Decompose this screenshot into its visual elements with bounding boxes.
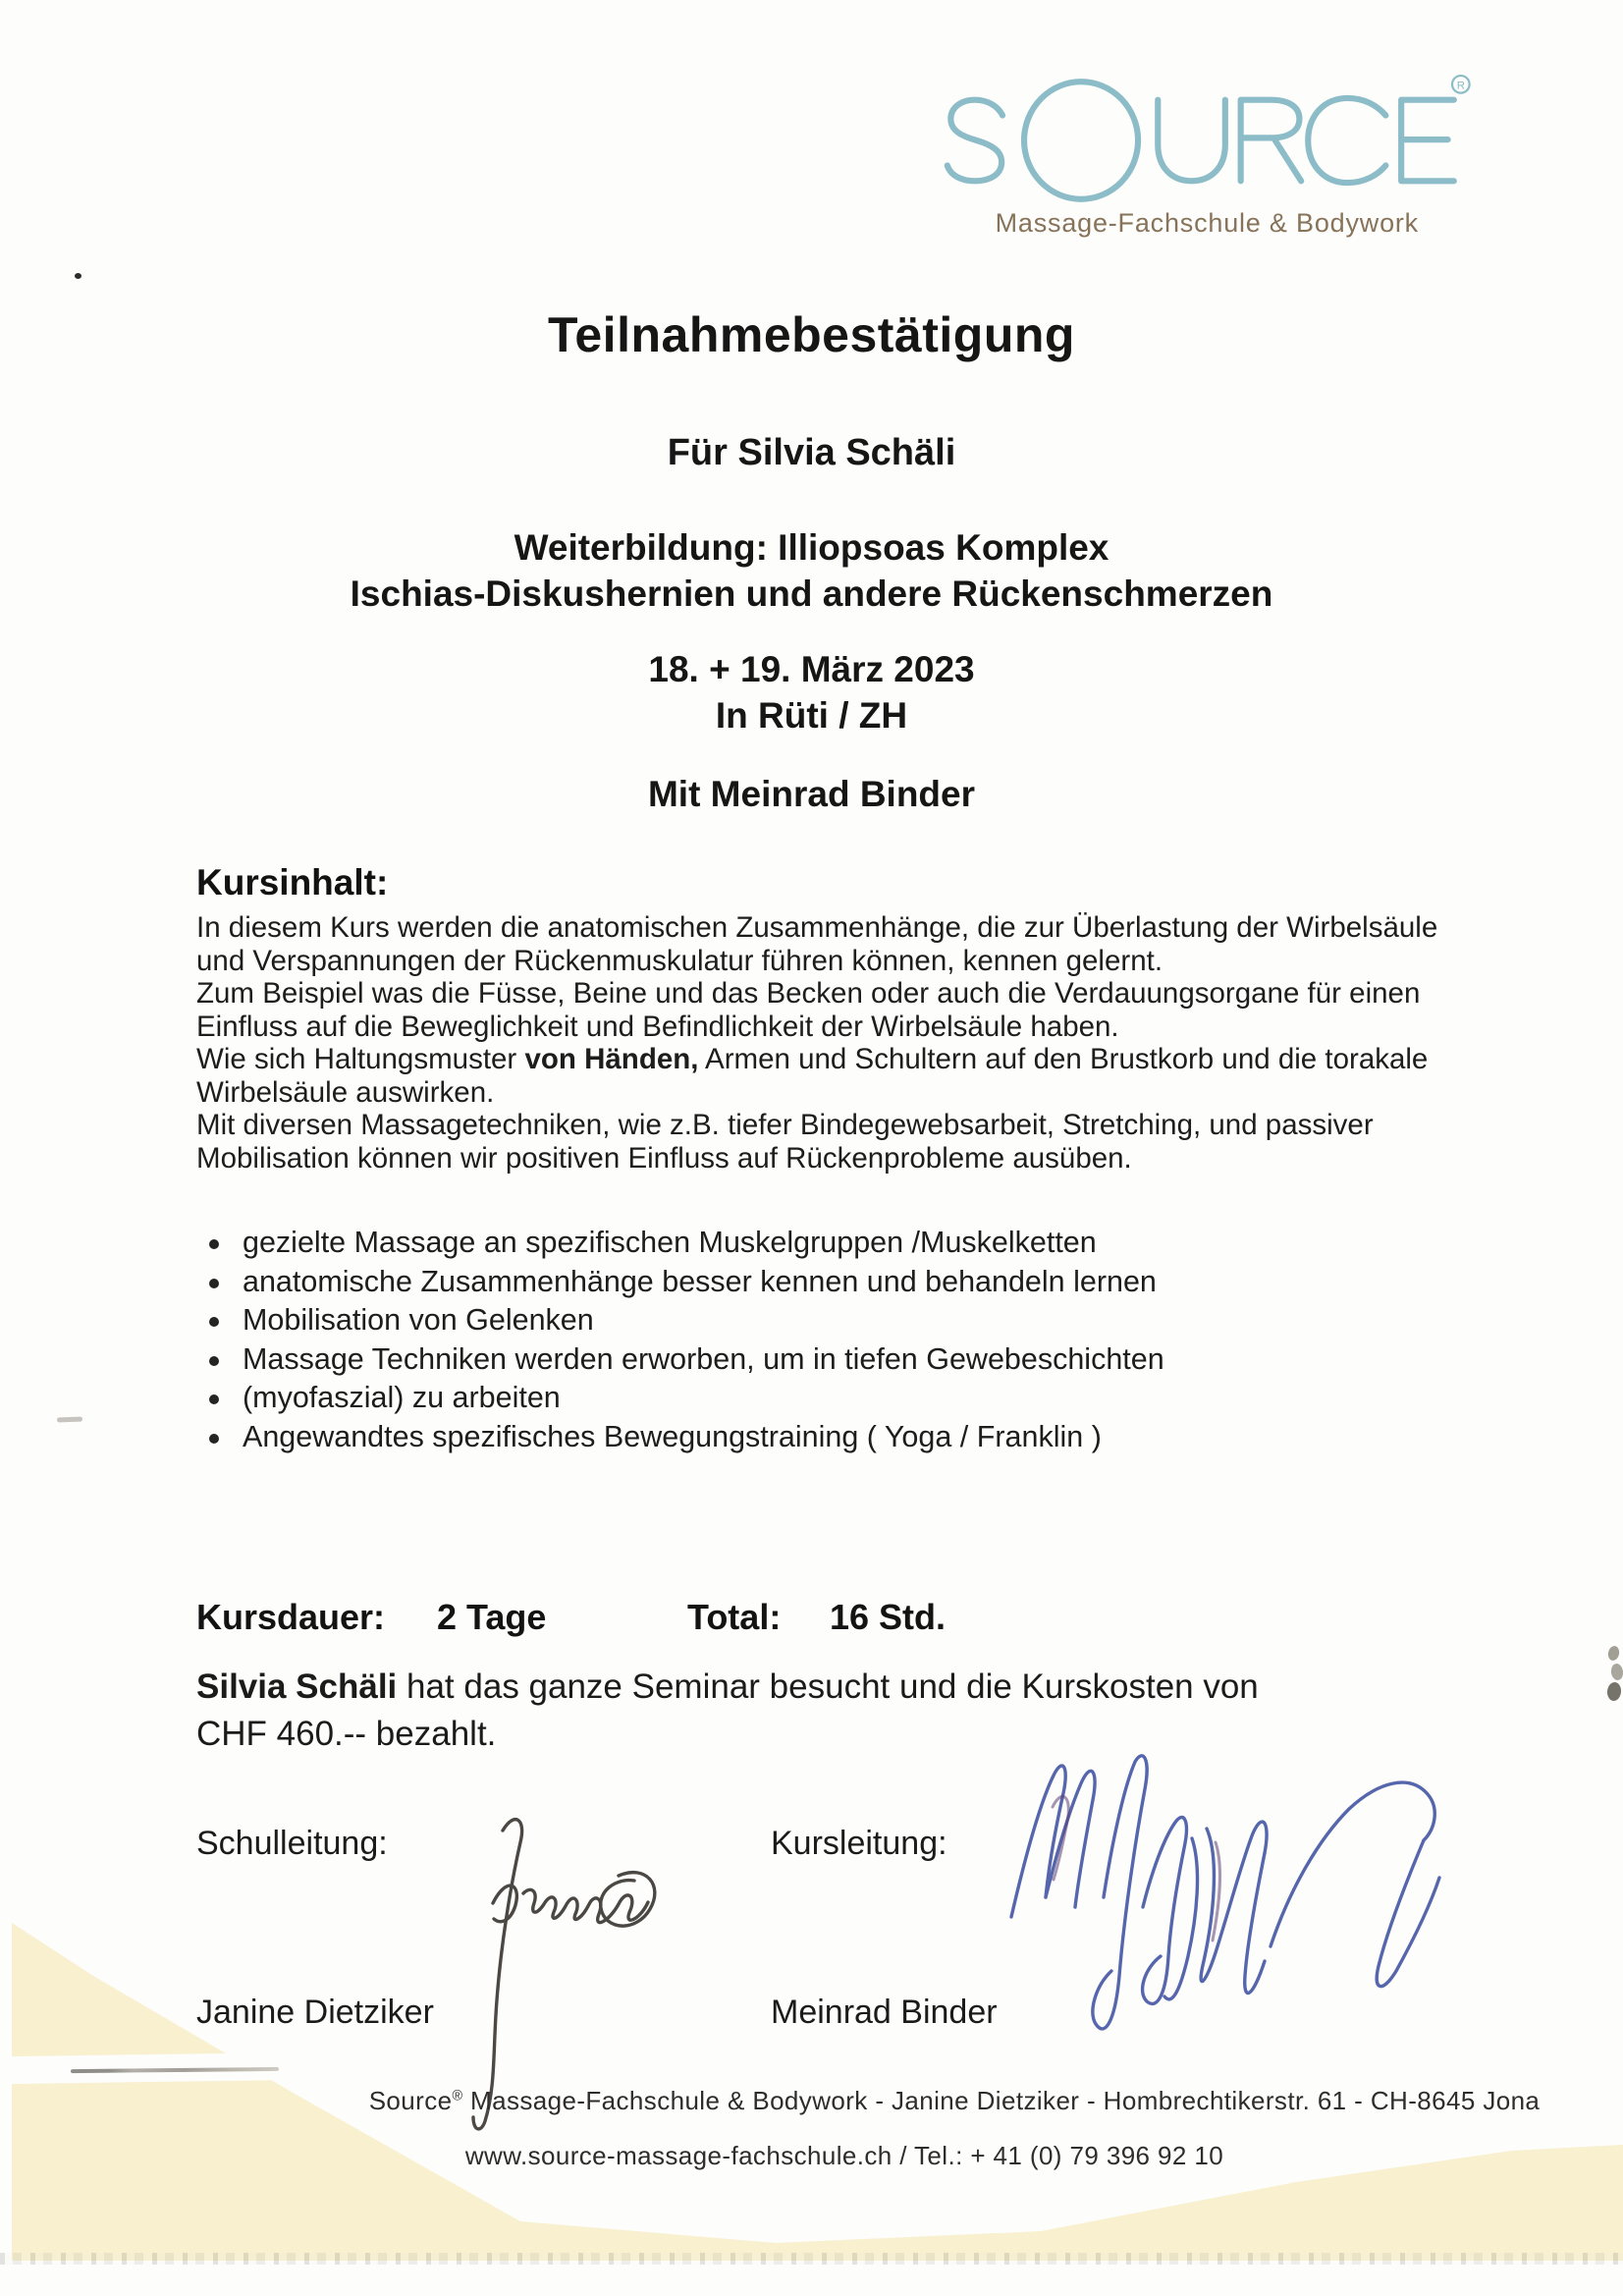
recipient-line: Für Silvia Schäli <box>667 432 956 473</box>
bullet-item: Massage Techniken werden erworben, um in tiefen Gewebeschichten <box>201 1340 1448 1380</box>
payment-statement <box>196 1664 1453 1758</box>
schulleitung-label: Schulleitung: <box>196 1825 388 1862</box>
course-title-line2: Ischias-Diskushernien und andere Rückenschmerzen <box>350 574 1273 614</box>
bullet-item: Angewandtes spezifisches Bewegungstraining ( Yoga / Franklin ) <box>201 1418 1448 1457</box>
footer-brand: Source <box>368 2086 453 2115</box>
kursleitung-name: Meinrad Binder <box>771 1994 998 2031</box>
logo-letter-e <box>1401 100 1454 182</box>
footer-registered-icon: ® <box>452 2088 463 2105</box>
logo-letter-c <box>1308 98 1385 183</box>
paragraph-line: Zum Beispiel was die Füsse, Beine und das Becken oder auch die Verdauungsorgane für einen <box>196 977 1421 1010</box>
duration-value: 2 Tage <box>437 1597 547 1637</box>
payment-name: Silvia Schäli <box>196 1667 398 1706</box>
bullet-item: anatomische Zusammenhänge besser kennen und behandeln lernen <box>201 1263 1448 1302</box>
logo-letter-s <box>947 100 1002 182</box>
course-location: In Rüti / ZH <box>715 695 908 736</box>
logo-tagline: Massage-Fachschule & Bodywork <box>995 208 1419 238</box>
paragraph-line: Mobilisation können wir positiven Einfluss auf Rückenprobleme ausüben. <box>196 1141 1132 1175</box>
paragraph-line: Wirbelsäule auswirken. <box>196 1075 495 1109</box>
bullet-item: gezielte Massage an spezifischen Muskelgruppen /Muskelketten <box>201 1224 1448 1263</box>
footer-contact: www.source-massage-fachschule.ch / Tel.: + 41 (0) 79 396 92 10 <box>464 2141 1224 2170</box>
paragraph-line: und Verspannungen der Rückenmuskulatur führen können, kennen gelernt. <box>196 944 1163 977</box>
kursinhalt-paragraph <box>196 911 1453 1175</box>
paragraph-line <box>196 1043 1453 1076</box>
course-when <box>196 646 1427 738</box>
course-title <box>196 524 1427 617</box>
paragraph-segment-bold: von Händen, <box>524 1043 699 1075</box>
instructor-line: Mit Meinrad Binder <box>647 774 976 814</box>
scan-dash-artifact <box>57 1417 82 1423</box>
registered-trademark-letter: R <box>1456 80 1465 92</box>
bullet-list <box>201 1224 1448 1456</box>
scan-smudge <box>1607 1645 1621 1662</box>
kursleitung-label: Kursleitung: <box>771 1825 947 1862</box>
paragraph-segment: Wie sich Haltungsmuster <box>196 1043 525 1075</box>
payment-line2: CHF 460.-- bezahlt. <box>196 1715 497 1753</box>
logo-letter-o <box>1024 82 1138 199</box>
source-logo <box>939 67 1474 214</box>
kursleitung-signature-image <box>994 1748 1465 2057</box>
duration-row <box>196 1597 946 1638</box>
footer-address <box>287 2086 1622 2116</box>
kursinhalt-heading: Kursinhalt: <box>196 862 389 902</box>
schulleitung-name: Janine Dietziker <box>196 1994 434 2031</box>
scan-smudge <box>1606 1681 1622 1701</box>
bullet-item: (myofaszial) zu arbeiten <box>201 1379 1448 1418</box>
logo-letter-r <box>1241 100 1302 182</box>
total-value: 16 Std. <box>830 1597 947 1637</box>
scan-speck <box>75 273 81 279</box>
payment-line1 <box>196 1664 1453 1711</box>
payment-text: hat das ganze Seminar besucht und die Kurskosten von <box>397 1667 1259 1706</box>
paragraph-line: Mit diversen Massagetechniken, wie z.B. tiefer Bindegewebsarbeit, Stretching, und passiver <box>196 1109 1374 1141</box>
page-title: Teilnahmebestätigung <box>548 307 1075 362</box>
footer-address-text: Massage-Fachschule & Bodywork - Janine Dietziker - Hombrechtikerstr. 61 - CH-8645 Jona <box>462 2086 1541 2115</box>
course-dates: 18. + 19. März 2023 <box>648 649 975 689</box>
logo-letter-u <box>1158 100 1225 182</box>
paragraph-segment: Armen und Schultern auf den Brustkorb und die torakale <box>698 1043 1429 1075</box>
bullet-item: Mobilisation von Gelenken <box>201 1301 1448 1340</box>
scan-speckle-strip <box>0 2253 1623 2265</box>
paragraph-line: In diesem Kurs werden die anatomischen Zusammenhänge, die zur Überlastung der Wirbelsäule <box>196 911 1438 944</box>
course-title-line1: Weiterbildung: Illiopsoas Komplex <box>514 527 1109 568</box>
paragraph-line: Einfluss auf die Beweglichkeit und Befindlichkeit der Wirbelsäule haben. <box>196 1010 1119 1043</box>
duration-label: Kursdauer: <box>196 1597 386 1637</box>
total-label: Total: <box>687 1597 782 1637</box>
scan-smudge <box>1610 1663 1623 1681</box>
